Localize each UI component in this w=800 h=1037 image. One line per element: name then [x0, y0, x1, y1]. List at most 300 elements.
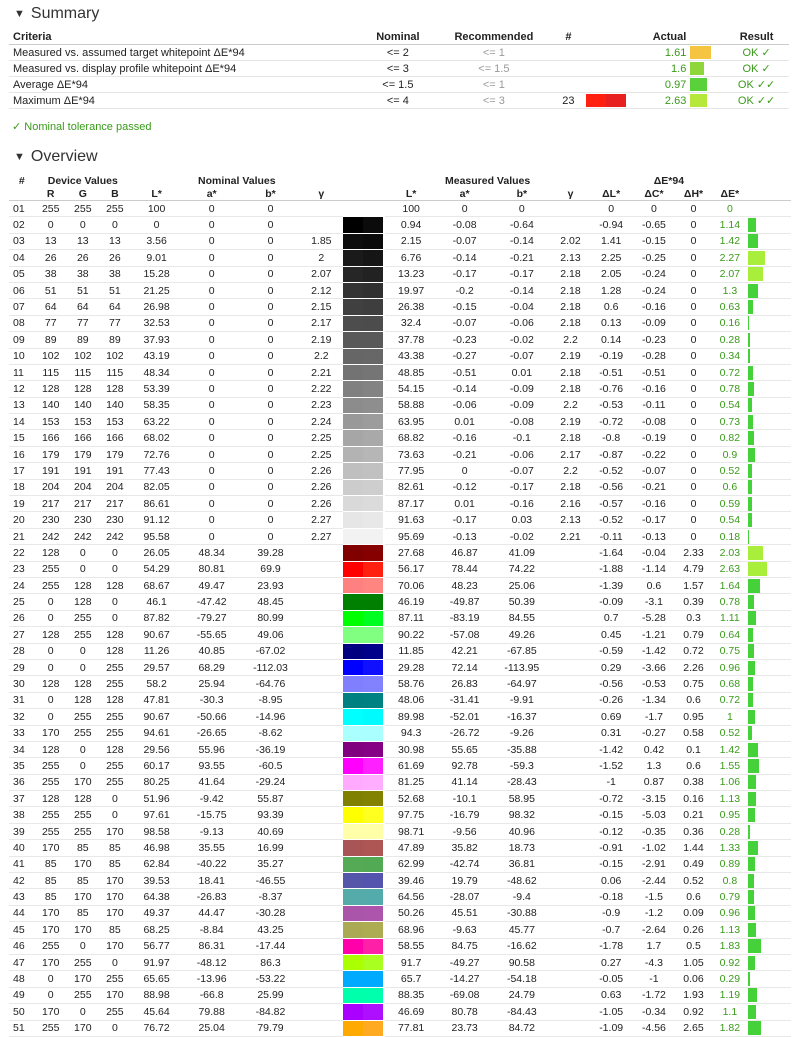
cell-mgamma — [551, 201, 590, 217]
cell-mgamma — [551, 659, 590, 675]
summary-bar — [690, 61, 724, 77]
cell-dC: -1.21 — [633, 627, 676, 643]
cell-ma: -0.17 — [437, 266, 493, 282]
cell-dH: 0 — [675, 282, 711, 298]
cell-mb: -113.95 — [492, 659, 551, 675]
cell-dL: -0.7 — [590, 922, 633, 938]
cell-g: 204 — [67, 479, 99, 495]
overview-title: Overview — [30, 148, 98, 165]
cell-a: 41.64 — [182, 774, 241, 790]
cell-idx: 09 — [9, 332, 35, 348]
delta-e-bar — [748, 725, 791, 741]
delta-e-bar-fill — [748, 562, 767, 576]
cell-mb: -0.08 — [492, 414, 551, 430]
overview-row — [9, 201, 791, 217]
cell-L: 94.61 — [131, 725, 182, 741]
col-r-header: R — [46, 187, 55, 200]
cell-bb: 0 — [241, 266, 300, 282]
summary-bar-fill — [690, 62, 704, 75]
color-swatch — [343, 430, 386, 446]
cell-dC: -2.64 — [633, 922, 676, 938]
cell-mL: 2.15 — [385, 233, 436, 249]
cell-dL: 0.63 — [590, 987, 633, 1003]
cell-mgamma: 2.18 — [551, 381, 590, 397]
cell-a: -48.12 — [182, 954, 241, 970]
cell-dL: -1.64 — [590, 545, 633, 561]
cell-mb: 74.22 — [492, 561, 551, 577]
cell-g: 255 — [67, 987, 99, 1003]
cell-L: 80.25 — [131, 774, 182, 790]
actual-header: Actual — [635, 30, 691, 45]
cell-gamma: 2.24 — [300, 414, 343, 430]
cell-L: 45.64 — [131, 1004, 182, 1020]
cell-mb: -0.16 — [492, 496, 551, 512]
cell-dE: 0.54 — [712, 397, 748, 413]
cell-L: 87.82 — [131, 610, 182, 626]
cell-dC: -0.25 — [633, 250, 676, 266]
cell-gamma — [300, 659, 343, 675]
cell-L: 91.97 — [131, 954, 182, 970]
delta-e-bar — [748, 348, 791, 364]
nominal-values-header: Nominal Values — [197, 174, 276, 187]
cell-L: 90.67 — [131, 709, 182, 725]
cell-r: 255 — [35, 938, 67, 954]
overview-heading[interactable] — [14, 148, 98, 166]
cell-bb: -60.5 — [241, 758, 300, 774]
delta-e-bar-fill — [748, 415, 753, 429]
cell-idx: 45 — [9, 922, 35, 938]
color-swatch — [343, 479, 386, 495]
color-swatch — [343, 414, 386, 430]
cell-g: 255 — [67, 709, 99, 725]
overview-row — [9, 741, 791, 757]
cell-b: 115 — [99, 364, 131, 380]
cell-L: 54.29 — [131, 561, 182, 577]
cell-dL: -0.94 — [590, 217, 633, 233]
cell-g: 85 — [67, 905, 99, 921]
cell-L: 39.53 — [131, 873, 182, 889]
cell-dH: 0 — [675, 201, 711, 217]
cell-mb: 45.77 — [492, 922, 551, 938]
cell-ma: 45.51 — [437, 905, 493, 921]
cell-bb: 35.27 — [241, 856, 300, 872]
summary-criteria: Maximum ΔE*94 — [9, 93, 359, 109]
cell-idx: 41 — [9, 856, 35, 872]
cell-L: 95.58 — [131, 528, 182, 544]
cell-dL: -0.52 — [590, 512, 633, 528]
swatch-header — [586, 30, 635, 45]
cell-a: -47.42 — [182, 594, 241, 610]
cell-L: 11.26 — [131, 643, 182, 659]
cell-g: 0 — [67, 1004, 99, 1020]
delta-e-bar — [748, 282, 791, 298]
cell-ma: -0.12 — [437, 479, 493, 495]
overview-row — [9, 905, 791, 921]
cell-mL: 0.94 — [385, 217, 436, 233]
cell-dH: 0 — [675, 315, 711, 331]
cell-g: 128 — [67, 577, 99, 593]
cell-dE: 2.03 — [712, 545, 748, 561]
cell-r: 191 — [35, 463, 67, 479]
cell-dC: 1.3 — [633, 758, 676, 774]
cell-a: -26.83 — [182, 889, 241, 905]
cell-mgamma — [551, 971, 590, 987]
cell-dH: 0.09 — [675, 905, 711, 921]
cell-dL: -1 — [590, 774, 633, 790]
cell-a: 0 — [182, 512, 241, 528]
cell-b: 204 — [99, 479, 131, 495]
cell-b: 140 — [99, 397, 131, 413]
summary-row — [9, 93, 789, 109]
cell-g: 51 — [67, 282, 99, 298]
cell-a: 0 — [182, 348, 241, 364]
cell-mgamma — [551, 676, 590, 692]
delta-e-bar-fill — [748, 480, 752, 494]
cell-dH: 0 — [675, 266, 711, 282]
cell-gamma — [300, 954, 343, 970]
cell-mL: 90.22 — [385, 627, 436, 643]
cell-gamma: 2.26 — [300, 479, 343, 495]
delta-e-bar — [748, 676, 791, 692]
summary-criteria: Measured vs. display profile whitepoint ΔE*94 — [9, 61, 359, 77]
cell-gamma: 2.26 — [300, 463, 343, 479]
summary-count — [551, 77, 586, 93]
cell-mb: -48.62 — [492, 873, 551, 889]
delta-e-bar-fill — [748, 988, 757, 1002]
cell-bb: 0 — [241, 381, 300, 397]
cell-mgamma: 2.18 — [551, 364, 590, 380]
cell-r: 128 — [35, 676, 67, 692]
overview-row — [9, 348, 791, 364]
cell-dL: -0.87 — [590, 446, 633, 462]
cell-g: 0 — [67, 659, 99, 675]
color-swatch — [343, 201, 386, 217]
summary-result: OK ✓✓ — [724, 77, 789, 93]
cell-gamma: 2 — [300, 250, 343, 266]
overview-row — [9, 1020, 791, 1036]
col-ma-header: a* — [459, 187, 470, 200]
cell-dH: 0.79 — [675, 627, 711, 643]
delta-e-header: ΔE*94 — [653, 174, 685, 187]
overview-row — [9, 889, 791, 905]
cell-a: 0 — [182, 201, 241, 217]
cell-a: 0 — [182, 315, 241, 331]
cell-g: 242 — [67, 528, 99, 544]
cell-idx: 46 — [9, 938, 35, 954]
color-swatch — [343, 397, 386, 413]
cell-ma: -16.79 — [437, 807, 493, 823]
delta-e-bar — [748, 266, 791, 282]
summary-count — [551, 45, 586, 61]
cell-mgamma — [551, 545, 590, 561]
cell-mb: 25.06 — [492, 577, 551, 593]
delta-e-bar-fill — [748, 792, 756, 806]
cell-dC: -1.42 — [633, 643, 676, 659]
overview-group-header-row — [9, 174, 791, 187]
cell-r: 204 — [35, 479, 67, 495]
cell-dL: -1.09 — [590, 1020, 633, 1036]
cell-dC: -1.02 — [633, 840, 676, 856]
color-swatch — [343, 840, 386, 856]
cell-dL: -0.11 — [590, 528, 633, 544]
cell-mgamma — [551, 840, 590, 856]
cell-r: 13 — [35, 233, 67, 249]
cell-b: 0 — [99, 561, 131, 577]
cell-mgamma — [551, 627, 590, 643]
cell-mL: 58.55 — [385, 938, 436, 954]
cell-gamma — [300, 545, 343, 561]
cell-gamma — [300, 676, 343, 692]
cell-idx: 08 — [9, 315, 35, 331]
color-swatch — [343, 873, 386, 889]
cell-a: 0 — [182, 496, 241, 512]
color-swatch — [343, 692, 386, 708]
cell-r: 170 — [35, 725, 67, 741]
cell-dH: 0 — [675, 299, 711, 315]
cell-dE: 0.96 — [712, 905, 748, 921]
cell-idx: 13 — [9, 397, 35, 413]
cell-g: 128 — [67, 594, 99, 610]
cell-idx: 14 — [9, 414, 35, 430]
bar-header — [690, 30, 724, 45]
cell-gamma — [300, 594, 343, 610]
cell-mL: 58.88 — [385, 397, 436, 413]
cell-dH: 2.33 — [675, 545, 711, 561]
cell-dE: 2.07 — [712, 266, 748, 282]
cell-mgamma: 2.2 — [551, 397, 590, 413]
cell-r: 85 — [35, 873, 67, 889]
overview-row — [9, 217, 791, 233]
color-swatch — [343, 545, 386, 561]
cell-b: 13 — [99, 233, 131, 249]
color-swatch — [343, 463, 386, 479]
cell-a: -40.22 — [182, 856, 241, 872]
cell-g: 0 — [67, 545, 99, 561]
cell-mL: 6.76 — [385, 250, 436, 266]
cell-mb: -0.07 — [492, 463, 551, 479]
cell-dE: 1.55 — [712, 758, 748, 774]
cell-dC: -0.65 — [633, 217, 676, 233]
cell-a: 0 — [182, 381, 241, 397]
cell-L: 97.61 — [131, 807, 182, 823]
cell-gamma: 2.2 — [300, 348, 343, 364]
cell-L: 86.61 — [131, 496, 182, 512]
cell-ma: -49.27 — [437, 954, 493, 970]
delta-e-bar-fill — [748, 579, 760, 593]
cell-mL: 81.25 — [385, 774, 436, 790]
cell-b: 0 — [99, 791, 131, 807]
cell-dL: -1.42 — [590, 741, 633, 757]
delta-e-bar-fill — [748, 333, 750, 347]
cell-dE: 0.78 — [712, 594, 748, 610]
recommended-header: Recommended — [437, 30, 551, 45]
cell-L: 9.01 — [131, 250, 182, 266]
cell-r: 255 — [35, 1020, 67, 1036]
cell-L: 32.53 — [131, 315, 182, 331]
cell-g: 166 — [67, 430, 99, 446]
cell-mb: 0 — [492, 201, 551, 217]
cell-dC: -4.56 — [633, 1020, 676, 1036]
cell-idx: 22 — [9, 545, 35, 561]
cell-dC: -0.24 — [633, 266, 676, 282]
delta-e-bar — [748, 774, 791, 790]
cell-dE: 1.11 — [712, 610, 748, 626]
cell-gamma: 2.19 — [300, 332, 343, 348]
cell-idx: 15 — [9, 430, 35, 446]
cell-mgamma: 2.18 — [551, 299, 590, 315]
cell-dH: 0.72 — [675, 643, 711, 659]
cell-dC: -0.53 — [633, 676, 676, 692]
cell-g: 115 — [67, 364, 99, 380]
cell-a: -9.13 — [182, 823, 241, 839]
collapse-triangle-icon[interactable]: ▼ — [14, 151, 25, 163]
cell-r: 128 — [35, 741, 67, 757]
cell-dE: 0.29 — [712, 971, 748, 987]
overview-row — [9, 774, 791, 790]
delta-e-bar — [748, 987, 791, 1003]
cell-r: 64 — [35, 299, 67, 315]
cell-dH: 0.06 — [675, 971, 711, 987]
cell-gamma: 1.85 — [300, 233, 343, 249]
cell-dL: 1.41 — [590, 233, 633, 249]
delta-e-bar — [748, 446, 791, 462]
cell-dC: -0.09 — [633, 315, 676, 331]
overview-row — [9, 233, 791, 249]
cell-gamma — [300, 1004, 343, 1020]
delta-e-bar-fill — [748, 972, 750, 986]
nominal-tolerance-status: ✓ Nominal tolerance passed — [12, 121, 152, 133]
cell-idx: 48 — [9, 971, 35, 987]
color-swatch — [343, 791, 386, 807]
delta-e-bar — [748, 430, 791, 446]
cell-a: 35.55 — [182, 840, 241, 856]
cell-b: 128 — [99, 627, 131, 643]
cell-ma: -0.17 — [437, 512, 493, 528]
delta-e-bar-fill — [748, 284, 758, 298]
cell-dC: -0.16 — [633, 299, 676, 315]
cell-b: 0 — [99, 807, 131, 823]
cell-gamma — [300, 774, 343, 790]
cell-b: 0 — [99, 610, 131, 626]
cell-bb: 93.39 — [241, 807, 300, 823]
cell-ma: 23.73 — [437, 1020, 493, 1036]
cell-dH: 0.6 — [675, 758, 711, 774]
summary-row — [9, 77, 789, 93]
cell-mb: 18.73 — [492, 840, 551, 856]
cell-dC: -1.14 — [633, 561, 676, 577]
cell-ma: -49.87 — [437, 594, 493, 610]
cell-mb: 36.81 — [492, 856, 551, 872]
color-swatch — [343, 528, 386, 544]
cell-mL: 68.82 — [385, 430, 436, 446]
cell-g: 140 — [67, 397, 99, 413]
cell-mb: -9.26 — [492, 725, 551, 741]
cell-dE: 0.92 — [712, 954, 748, 970]
delta-e-bar — [748, 922, 791, 938]
cell-a: 0 — [182, 217, 241, 233]
cell-bb: 79.79 — [241, 1020, 300, 1036]
cell-dL: -1.52 — [590, 758, 633, 774]
cell-r: 89 — [35, 332, 67, 348]
delta-e-bar — [748, 594, 791, 610]
cell-r: 179 — [35, 446, 67, 462]
delta-e-bar-fill — [748, 726, 752, 740]
cell-mL: 88.35 — [385, 987, 436, 1003]
cell-g: 0 — [67, 758, 99, 774]
cell-dE: 1.82 — [712, 1020, 748, 1036]
overview-row — [9, 364, 791, 380]
cell-bb: 39.28 — [241, 545, 300, 561]
delta-e-bar-fill — [748, 693, 753, 707]
cell-mL: 19.97 — [385, 282, 436, 298]
summary-nominal: <= 1.5 — [359, 77, 437, 93]
cell-dH: 0.95 — [675, 709, 711, 725]
cell-dE: 0.28 — [712, 823, 748, 839]
cell-a: 0 — [182, 430, 241, 446]
color-swatch — [343, 282, 386, 298]
cell-gamma: 2.22 — [300, 381, 343, 397]
cell-r: 0 — [35, 217, 67, 233]
cell-mb: -0.02 — [492, 332, 551, 348]
color-swatch — [343, 577, 386, 593]
collapse-triangle-icon[interactable]: ▼ — [14, 8, 25, 20]
cell-ma: 35.82 — [437, 840, 493, 856]
cell-dE: 0.6 — [712, 479, 748, 495]
cell-dE: 0.34 — [712, 348, 748, 364]
cell-L: 62.84 — [131, 856, 182, 872]
cell-bb: 0 — [241, 479, 300, 495]
summary-nominal: <= 4 — [359, 93, 437, 109]
cell-gamma — [300, 856, 343, 872]
summary-heading[interactable] — [14, 5, 99, 23]
cell-mgamma — [551, 610, 590, 626]
delta-e-bar-fill — [748, 661, 755, 675]
cell-g: 0 — [67, 217, 99, 233]
cell-L: 26.05 — [131, 545, 182, 561]
cell-dL: 0.45 — [590, 627, 633, 643]
delta-e-bar — [748, 627, 791, 643]
cell-mgamma: 2.2 — [551, 332, 590, 348]
cell-dH: 0 — [675, 479, 711, 495]
col-g-header: G — [78, 187, 87, 200]
overview-row — [9, 463, 791, 479]
cell-g: 0 — [67, 741, 99, 757]
cell-idx: 28 — [9, 643, 35, 659]
cell-b: 255 — [99, 971, 131, 987]
cell-gamma: 2.23 — [300, 397, 343, 413]
cell-g: 26 — [67, 250, 99, 266]
cell-b: 170 — [99, 987, 131, 1003]
delta-e-bar-fill — [748, 1021, 761, 1035]
cell-a: 18.41 — [182, 873, 241, 889]
col-dh-header: ΔH* — [683, 187, 704, 200]
cell-bb: -8.62 — [241, 725, 300, 741]
overview-row — [9, 512, 791, 528]
cell-ma: -69.08 — [437, 987, 493, 1003]
cell-a: 80.81 — [182, 561, 241, 577]
cell-ma: -10.1 — [437, 791, 493, 807]
color-swatch — [343, 954, 386, 970]
cell-mL: 56.17 — [385, 561, 436, 577]
cell-L: 26.98 — [131, 299, 182, 315]
cell-r: 170 — [35, 1004, 67, 1020]
cell-dC: -0.22 — [633, 446, 676, 462]
cell-bb: 0 — [241, 315, 300, 331]
cell-mgamma: 2.2 — [551, 463, 590, 479]
col-mb-header: b* — [516, 187, 528, 200]
cell-mgamma — [551, 807, 590, 823]
cell-bb: 0 — [241, 282, 300, 298]
